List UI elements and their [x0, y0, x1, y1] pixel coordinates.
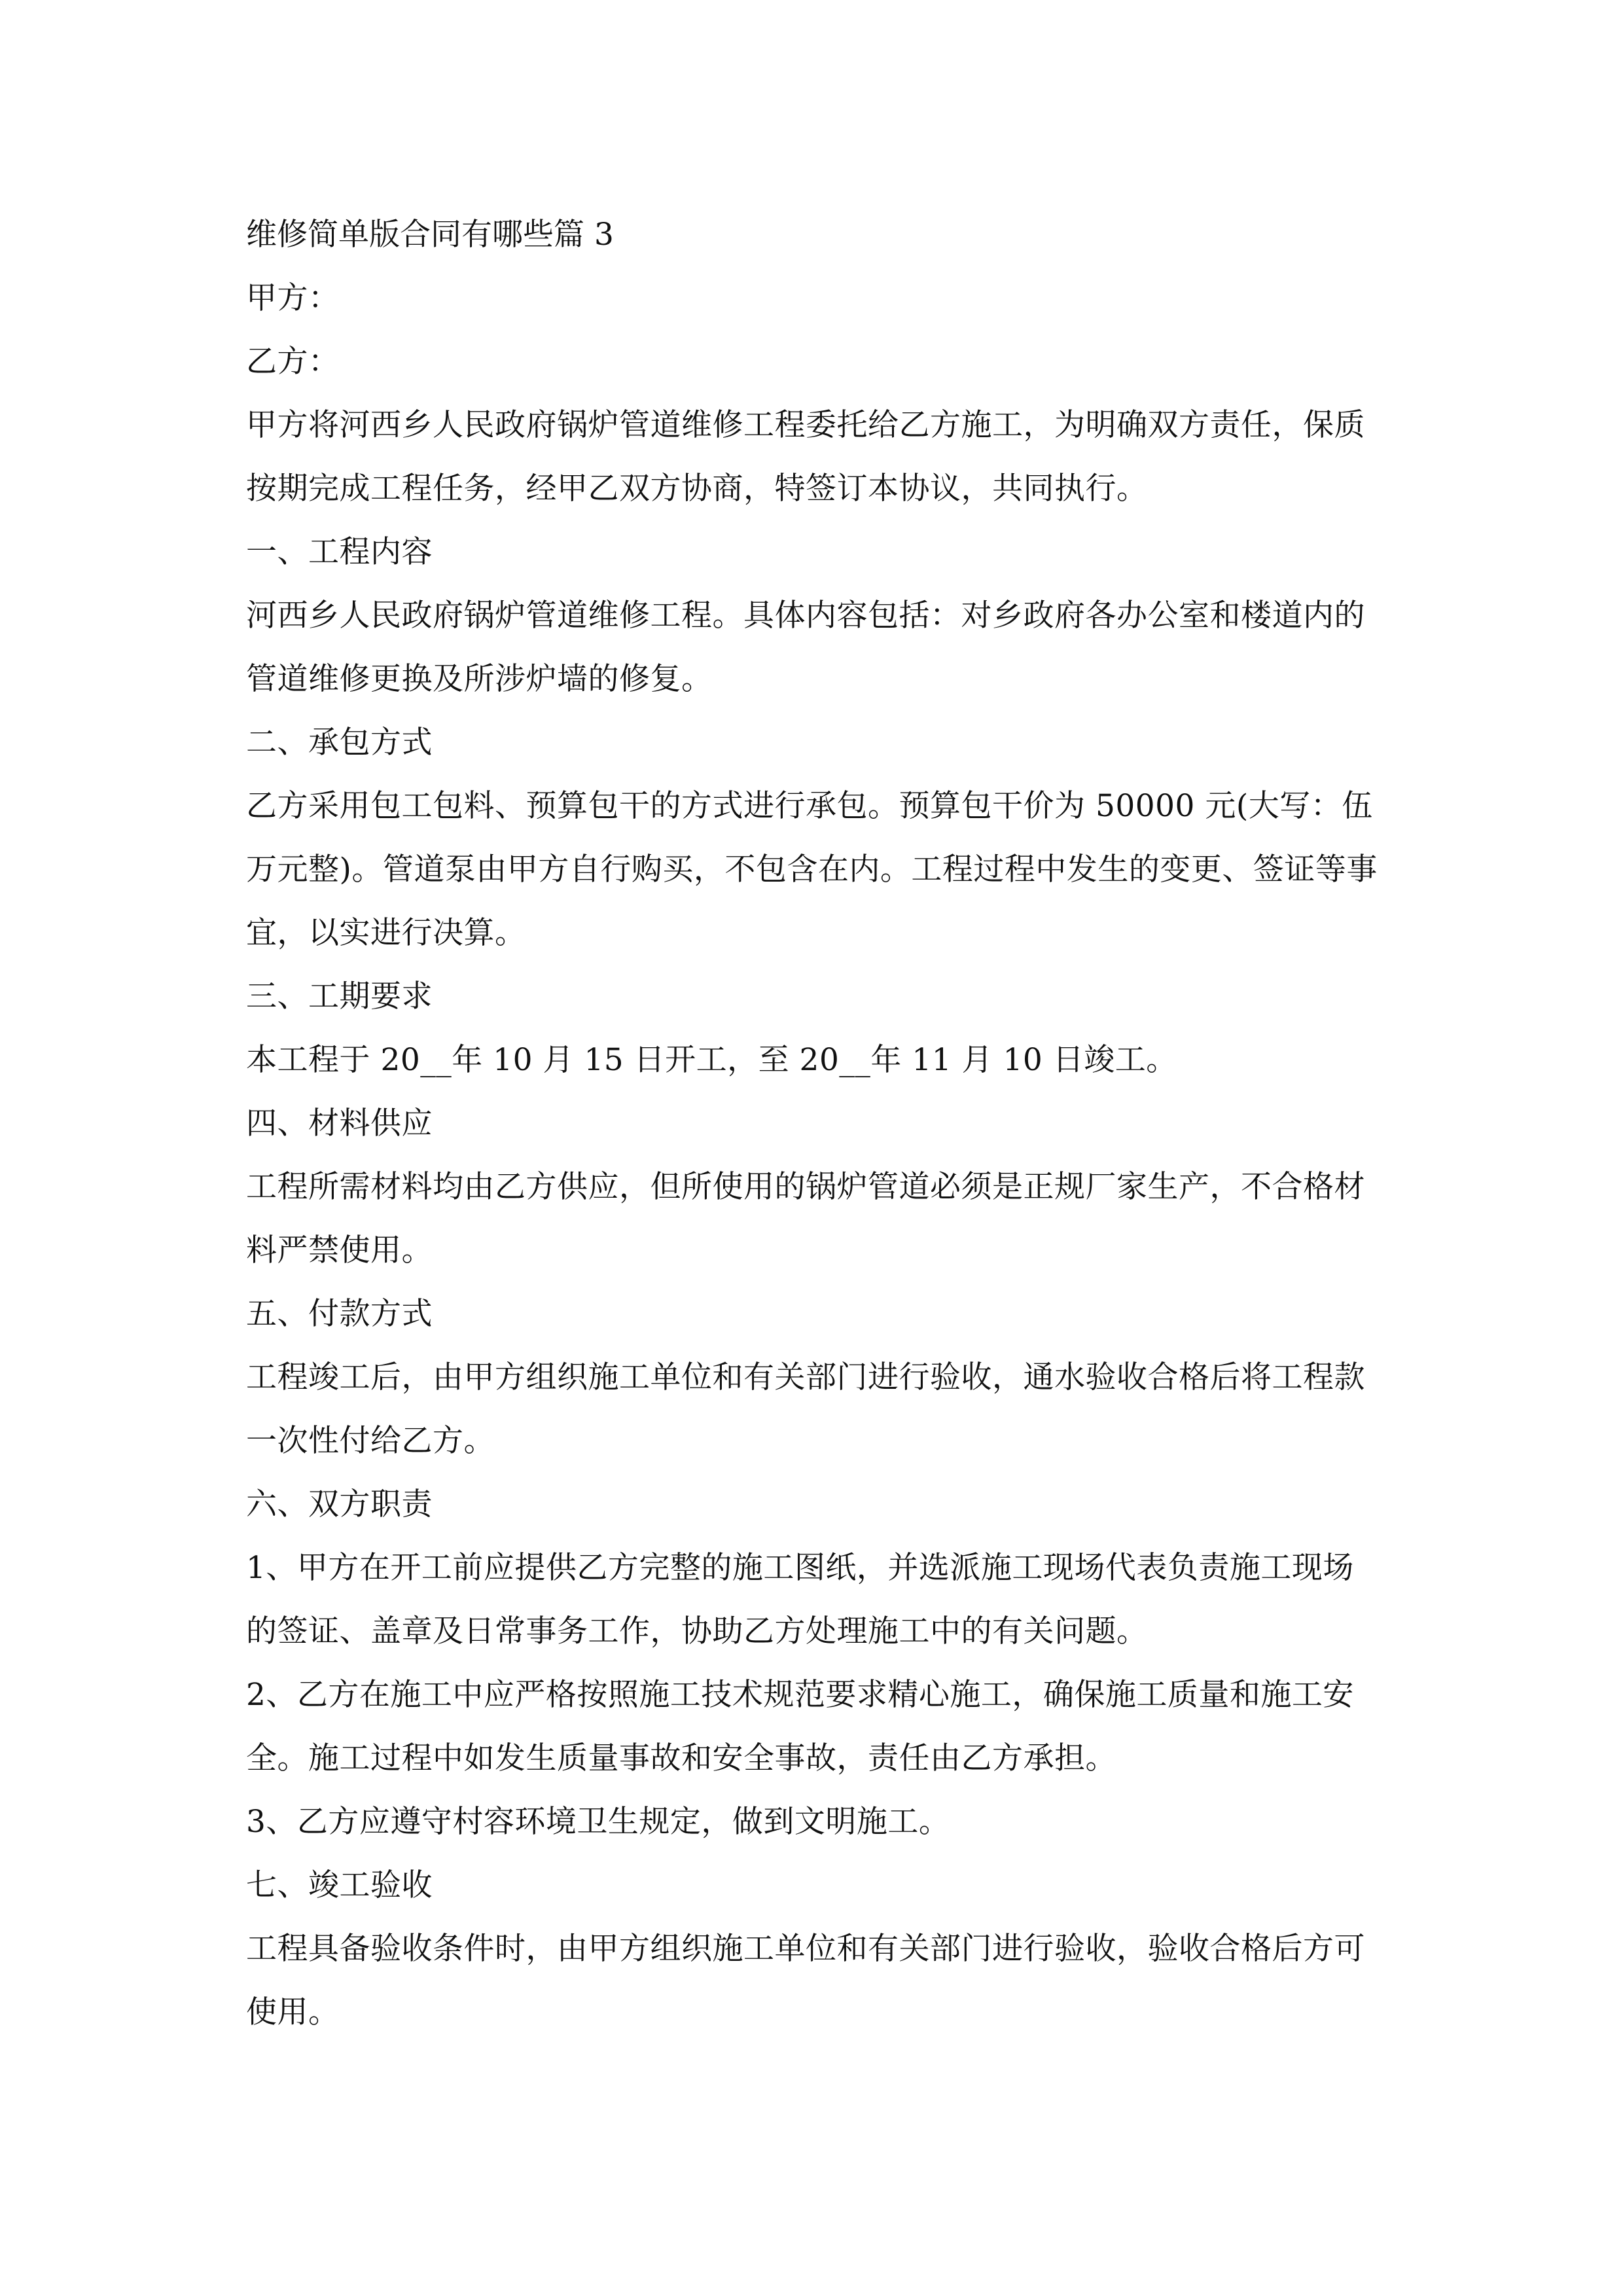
section-paragraph: 工程竣工后，由甲方组织施工单位和有关部门进行验收，通水验收合格后将工程款一次性付给乙方。 — [246, 1359, 1365, 1459]
section-paragraph: 工程所需材料均由乙方供应，但所使用的锅炉管道必须是正规厂家生产，不合格材料严禁使用。 — [246, 1169, 1365, 1268]
section-paragraph: 3、乙方应遵守村容环境卫生规定，做到文明施工。 — [246, 1804, 950, 1840]
party-b-line: 乙方： — [246, 344, 340, 380]
section-paragraph: 2、乙方在施工中应严格按照施工技术规范要求精心施工，确保施工质量和施工安全。施工过程中如发生质量事故和安全事故，责任由乙方承担。 — [246, 1677, 1354, 1776]
intro-paragraph: 甲方将河西乡人民政府锅炉管道维修工程委托给乙方施工，为明确双方责任，保质按期完成工程任务，经甲乙双方协商，特签订本协议，共同执行。 — [246, 407, 1365, 507]
section-heading: 一、工程内容 — [246, 534, 433, 570]
section-heading: 二、承包方式 — [246, 725, 433, 761]
section-heading: 五、付款方式 — [246, 1296, 433, 1332]
section-heading: 三、工期要求 — [246, 978, 433, 1014]
document-title: 维修简单版合同有哪些篇 3 — [246, 217, 614, 253]
section-heading: 四、材料供应 — [246, 1105, 433, 1141]
section-paragraph: 乙方采用包工包料、预算包干的方式进行承包。预算包干价为 50000 元(大写：伍万元整)。管道泵由甲方自行购买，不包含在内。工程过程中发生的变更、签证等事宜，以实进行决算。 — [246, 788, 1378, 951]
section-paragraph: 1、甲方在开工前应提供乙方完整的施工图纸，并选派施工现场代表负责施工现场的签证、盖章及日常事务工作，协助乙方处理施工中的有关问题。 — [246, 1550, 1354, 1649]
section-heading: 六、双方职责 — [246, 1486, 433, 1522]
section-heading: 七、竣工验收 — [246, 1867, 433, 1903]
section-paragraph: 工程具备验收条件时，由甲方组织施工单位和有关部门进行验收，验收合格后方可使用。 — [246, 1931, 1365, 2030]
party-a-line: 甲方： — [246, 280, 340, 316]
section-paragraph: 本工程于 20__年 10 月 15 日开工，至 20__年 11 月 10 日竣工。 — [246, 1042, 1177, 1078]
section-paragraph: 河西乡人民政府锅炉管道维修工程。具体内容包括：对乡政府各办公室和楼道内的管道维修更换及所涉炉墙的修复。 — [246, 598, 1365, 697]
document-body — [246, 203, 1382, 2044]
